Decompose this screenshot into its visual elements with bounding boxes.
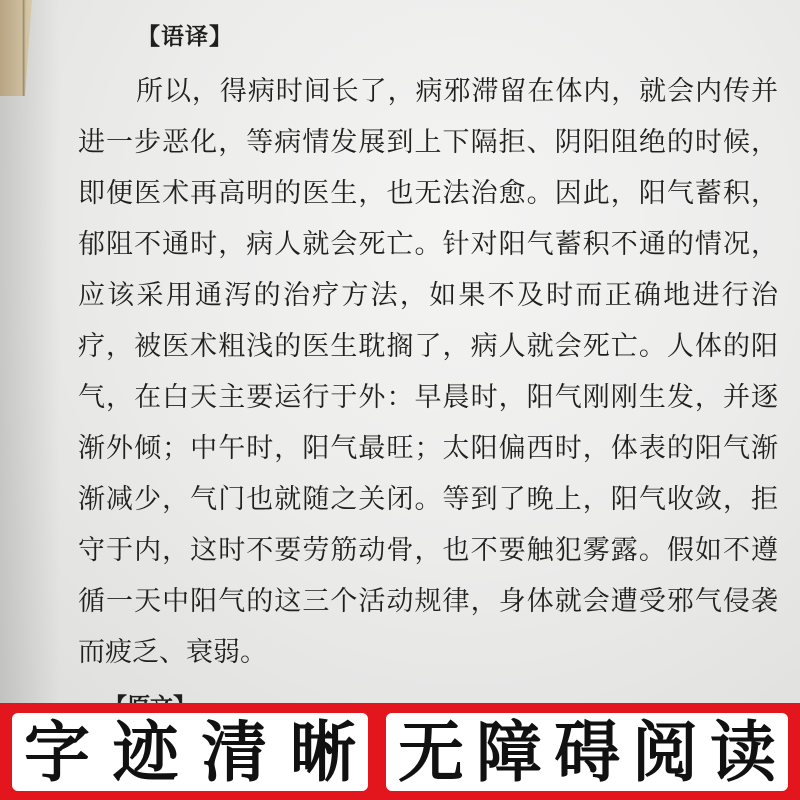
text-line: 疗，被医术粗浅的医生耽搁了，病人就会死亡。人体的阳	[78, 331, 778, 362]
text-line: 应该采用通泻的治疗方法，如果不及时而正确地进行治	[78, 280, 778, 311]
translation-paragraph	[78, 66, 778, 678]
section-heading-translation: 【语译】	[137, 23, 233, 50]
badge-label: 无障碍阅读	[398, 713, 776, 791]
badge-label: 字迹清晰	[24, 713, 356, 791]
text-line: 而疲乏、衰弱。	[78, 637, 267, 668]
text-line: 气，在白天主要运行于外：早晨时，阳气刚刚生发，并逐	[78, 382, 778, 413]
banner-badge-clear-text	[12, 713, 368, 791]
text-line: 循一天中阳气的这三个活动规律，身体就会遭受邪气侵袭	[78, 586, 778, 617]
text-line: 渐减少，气门也就随之关闭。等到了晚上，阳气收敛，拒	[78, 484, 778, 515]
banner-badge-easy-reading	[386, 713, 788, 791]
text-line: 渐外倾；中午时，阳气最旺；太阳偏西时，体表的阳气渐	[78, 433, 778, 464]
page-edge-shadow	[0, 0, 60, 703]
text-line: 守于内，这时不要劳筋动骨，也不要触犯雾露。假如不遵	[78, 535, 778, 566]
text-line: 即便医术再高明的医生，也无法治愈。因此，阳气蓄积，	[78, 178, 778, 209]
text-line: 进一步恶化，等病情发展到上下隔拒、阴阳阻绝的时候，	[78, 127, 778, 158]
text-line: 所以，得病时间长了，病邪滞留在体内，就会内传并	[136, 76, 778, 107]
text-line: 郁阻不通时，病人就会死亡。针对阳气蓄积不通的情况，	[78, 229, 778, 260]
promo-banner	[0, 703, 800, 800]
